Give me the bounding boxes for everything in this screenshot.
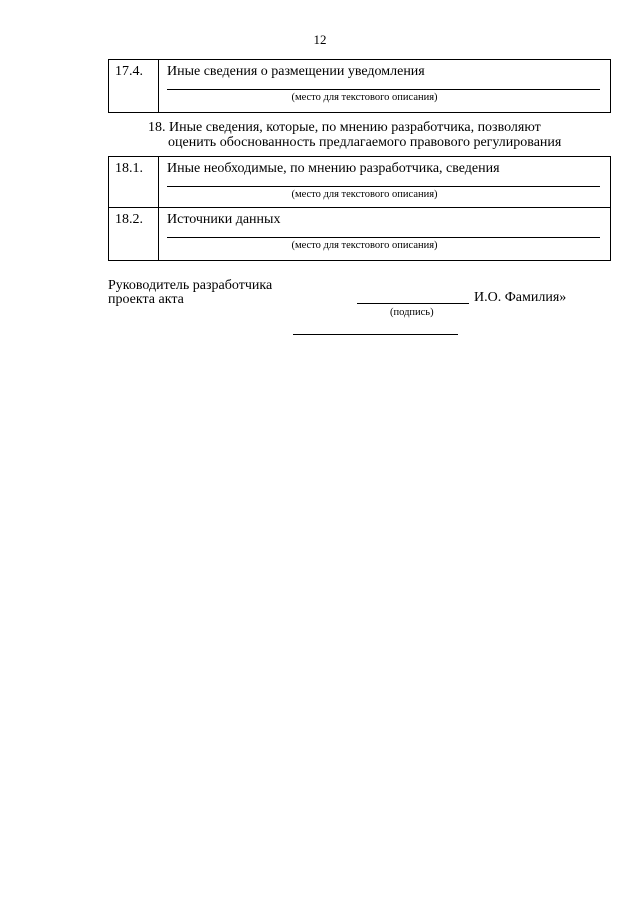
signatory-name: И.О. Фамилия»: [474, 290, 567, 305]
table-section-17: [108, 59, 611, 113]
row-title: Иные сведения о размещении уведомления: [167, 64, 425, 79]
signature-caption: (подпись): [390, 307, 434, 318]
text-entry-line[interactable]: [167, 186, 600, 187]
signature-line[interactable]: [357, 303, 469, 304]
row-content: [159, 157, 611, 208]
table-section-18: [108, 156, 611, 261]
row-number: 18.1.: [109, 157, 159, 208]
table-row: [109, 157, 611, 208]
text-entry-line[interactable]: [167, 89, 600, 90]
page-number: 12: [313, 32, 327, 47]
date-line[interactable]: [293, 334, 458, 335]
table-row: [109, 60, 611, 113]
role-line-2: проекта акта: [108, 292, 184, 307]
row-number: 17.4.: [109, 60, 159, 113]
heading-line-1: 18. Иные сведения, которые, по мнению разработчика, позволяют: [148, 120, 541, 135]
section-heading-18: [148, 120, 561, 150]
field-hint: (место для текстового описания): [291, 240, 438, 251]
field-hint: (место для текстового описания): [291, 92, 438, 103]
signature-role: [108, 279, 272, 307]
role-line-1: Руководитель разработчика: [108, 278, 273, 293]
heading-line-2: оценить обоснованность предлагаемого правового регулирования: [168, 135, 562, 150]
row-content: [159, 60, 611, 113]
field-hint: (место для текстового описания): [291, 189, 438, 200]
row-content: [159, 208, 611, 261]
row-title: Иные необходимые, по мнению разработчика, сведения: [167, 161, 500, 176]
text-entry-line[interactable]: [167, 237, 600, 238]
table-row: [109, 208, 611, 261]
row-title: Источники данных: [167, 212, 281, 227]
row-number: 18.2.: [109, 208, 159, 261]
